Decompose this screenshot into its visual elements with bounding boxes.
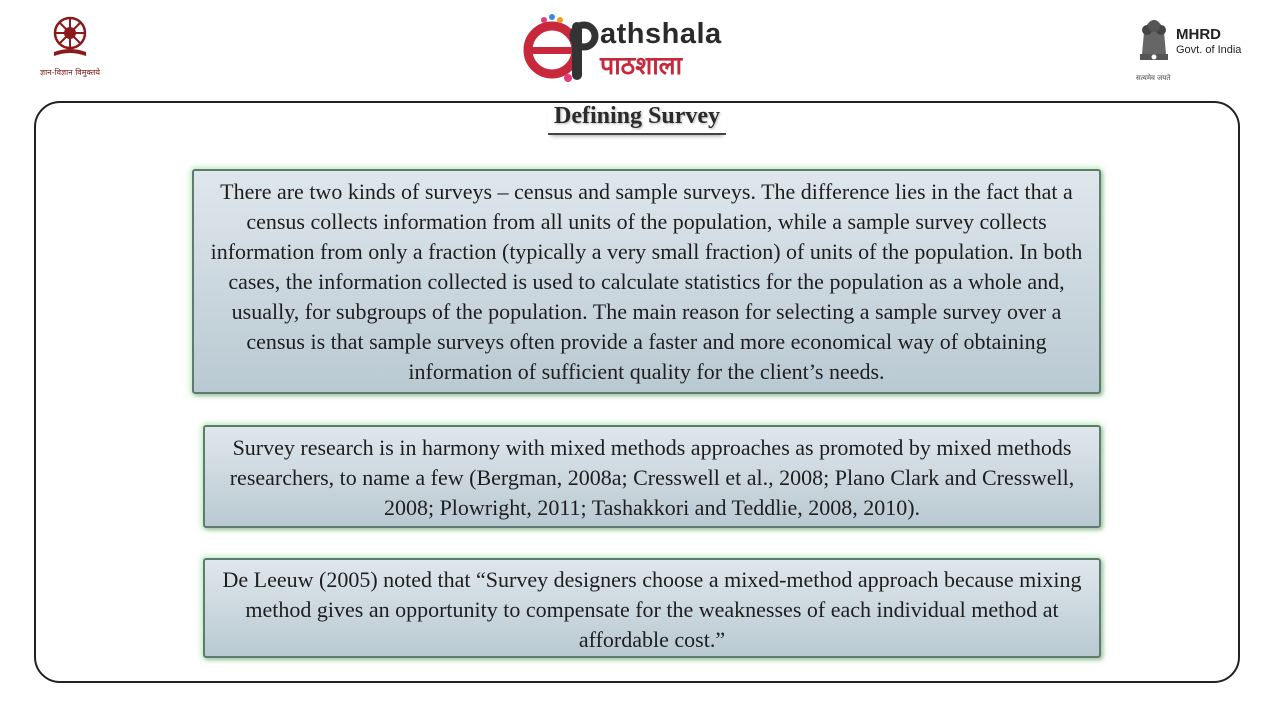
mhrd-motto: सत्यमेव जयते xyxy=(1136,74,1171,82)
epathshala-english: athshala xyxy=(600,18,722,50)
ugc-caption: ज्ञान-विज्ञान विमुक्तये xyxy=(39,68,101,77)
mhrd-subtitle: Govt. of India xyxy=(1176,44,1242,56)
paragraph-box-de-leeuw: De Leeuw (2005) noted that “Survey designers choose a mixed-method approach because mixing method gives an opportunity to compensate for the weaknesses of each individual method at affordable cost.” xyxy=(203,558,1101,658)
header xyxy=(0,0,1280,96)
paragraph-box-mixed-methods: Survey research is in harmony with mixed methods approaches as promoted by mixed methods researchers, to name a few (Bergman, 2008a; Cresswell et al., 2008; Plano Clark and Cresswell, 2008; Plowright, 2011; Tashakkori and Teddlie, 2008, 2010). xyxy=(203,425,1101,528)
slide-title-wrap xyxy=(36,103,1238,135)
slide-title: Defining Survey xyxy=(548,103,726,135)
mhrd-title: MHRD xyxy=(1176,26,1221,43)
mhrd-logo xyxy=(1130,14,1250,84)
epathshala-e-icon xyxy=(522,12,602,84)
ashoka-emblem-icon xyxy=(1134,14,1174,70)
ugc-logo xyxy=(38,16,102,80)
paragraph-box-census: There are two kinds of surveys – census and sample surveys. The difference lies in the fact that a census collects information from all units of the population, while a sample survey collects information from only a fraction (typically a very small fraction) of units of the population. In both cases, the information collected is used to calculate statistics for the population as a whole and, usually, for subgroups of the population. The main reason for selecting a sample survey over a census is that sample surveys often provide a faster and more economical way of obtaining information of sufficient quality for the client’s needs. xyxy=(192,169,1101,394)
epathshala-hindi: पाठशाला xyxy=(600,51,683,80)
ugc-emblem-icon xyxy=(50,16,90,60)
epathshala-logo xyxy=(522,12,752,84)
slide-frame xyxy=(34,101,1240,683)
